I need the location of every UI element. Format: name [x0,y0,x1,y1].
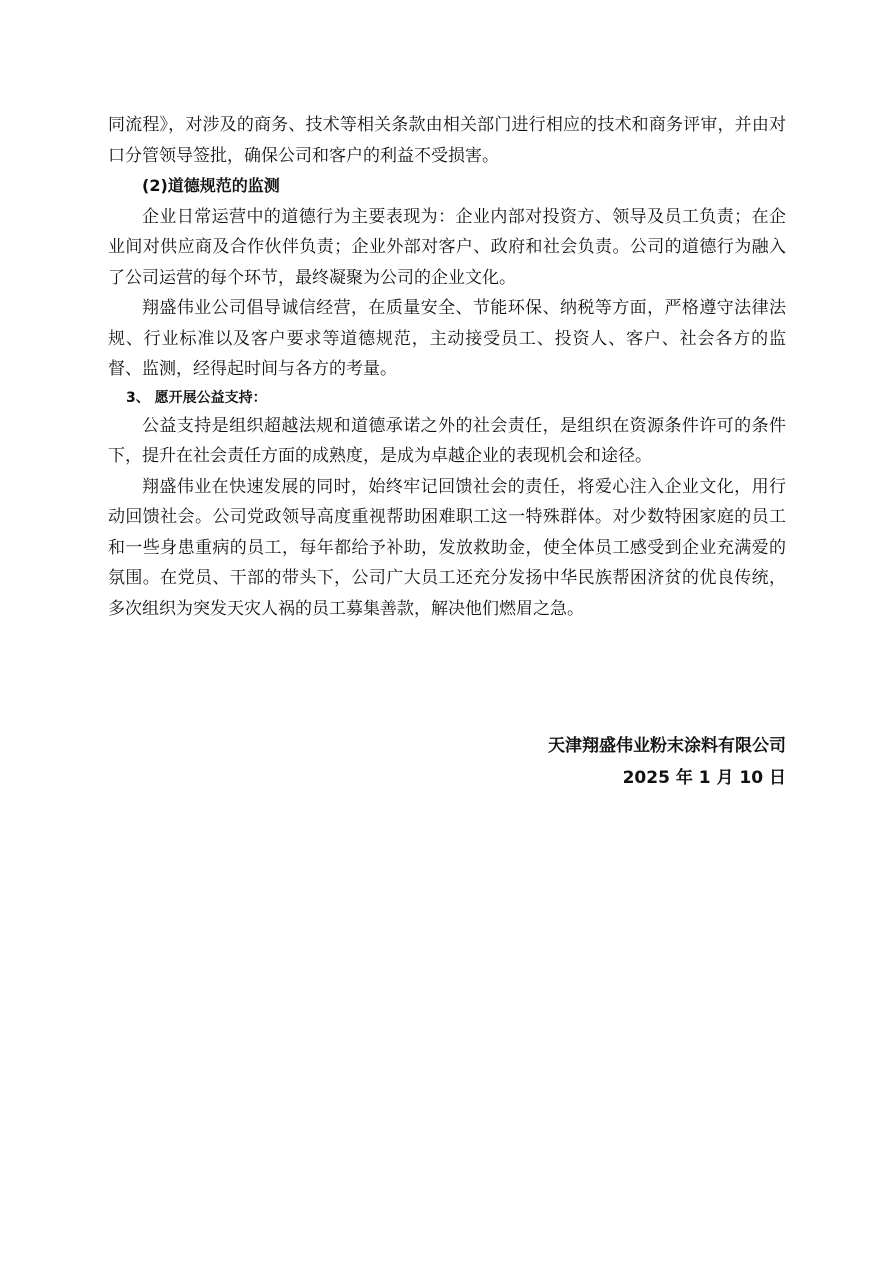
company-name: 天津翔盛伟业粉末涂料有限公司 [548,736,786,756]
subheading-ethics-monitoring: (2)道德规范的监测 [142,176,280,195]
paragraph-public-welfare-actions: 翔盛伟业在快速发展的同时，始终牢记回馈社会的责任，将爱心注入企业文化，用行动回馈社会。公司党政领导高度重视帮助困难职工这一特殊群体。对少数特困家庭的员工和一些身患重病的员工，每年都给予补助，发放救助金，使全体员工感受到企业充满爱的氛围。在党员、干部的带头下，公司广大员工还充分发扬中华民族帮困济贫的优良传统，多次组织为突发天灾人祸的员工募集善款，解决他们燃眉之急。 [108,476,786,619]
document-body [108,110,786,624]
signature-block [548,730,786,794]
paragraph-integrity: 翔盛伟业公司倡导诚信经营，在质量安全、节能环保、纳税等方面，严格遵守法律法规、行业标准以及客户要求等道德规范，主动接受员工、投资人、客户、社会各方的监督、监测，经得起时间与各方的考量。 [108,298,786,379]
signature-date: 2025 年 1 月 10 日 [622,768,786,788]
paragraph-contract-process: 同流程》，对涉及的商务、技术等相关条款由相关部门进行相应的技术和商务评审，并由对口分管领导签批，确保公司和客户的利益不受损害。 [108,115,786,166]
paragraph-public-welfare-definition: 公益支持是组织超越法规和道德承诺之外的社会责任，是组织在资源条件许可的条件下，提升在社会责任方面的成熟度，是成为卓越企业的表现机会和途径。 [108,415,786,466]
paragraph-ethics-behavior: 企业日常运营中的道德行为主要表现为：企业内部对投资方、领导及员工负责；在企业间对供应商及合作伙伴负责；企业外部对客户、政府和社会负责。公司的道德行为融入了公司运营的每个环节，最终凝聚为公司的企业文化。 [108,206,786,288]
section-heading-public-welfare: 3、 愿开展公益支持： [126,389,267,406]
